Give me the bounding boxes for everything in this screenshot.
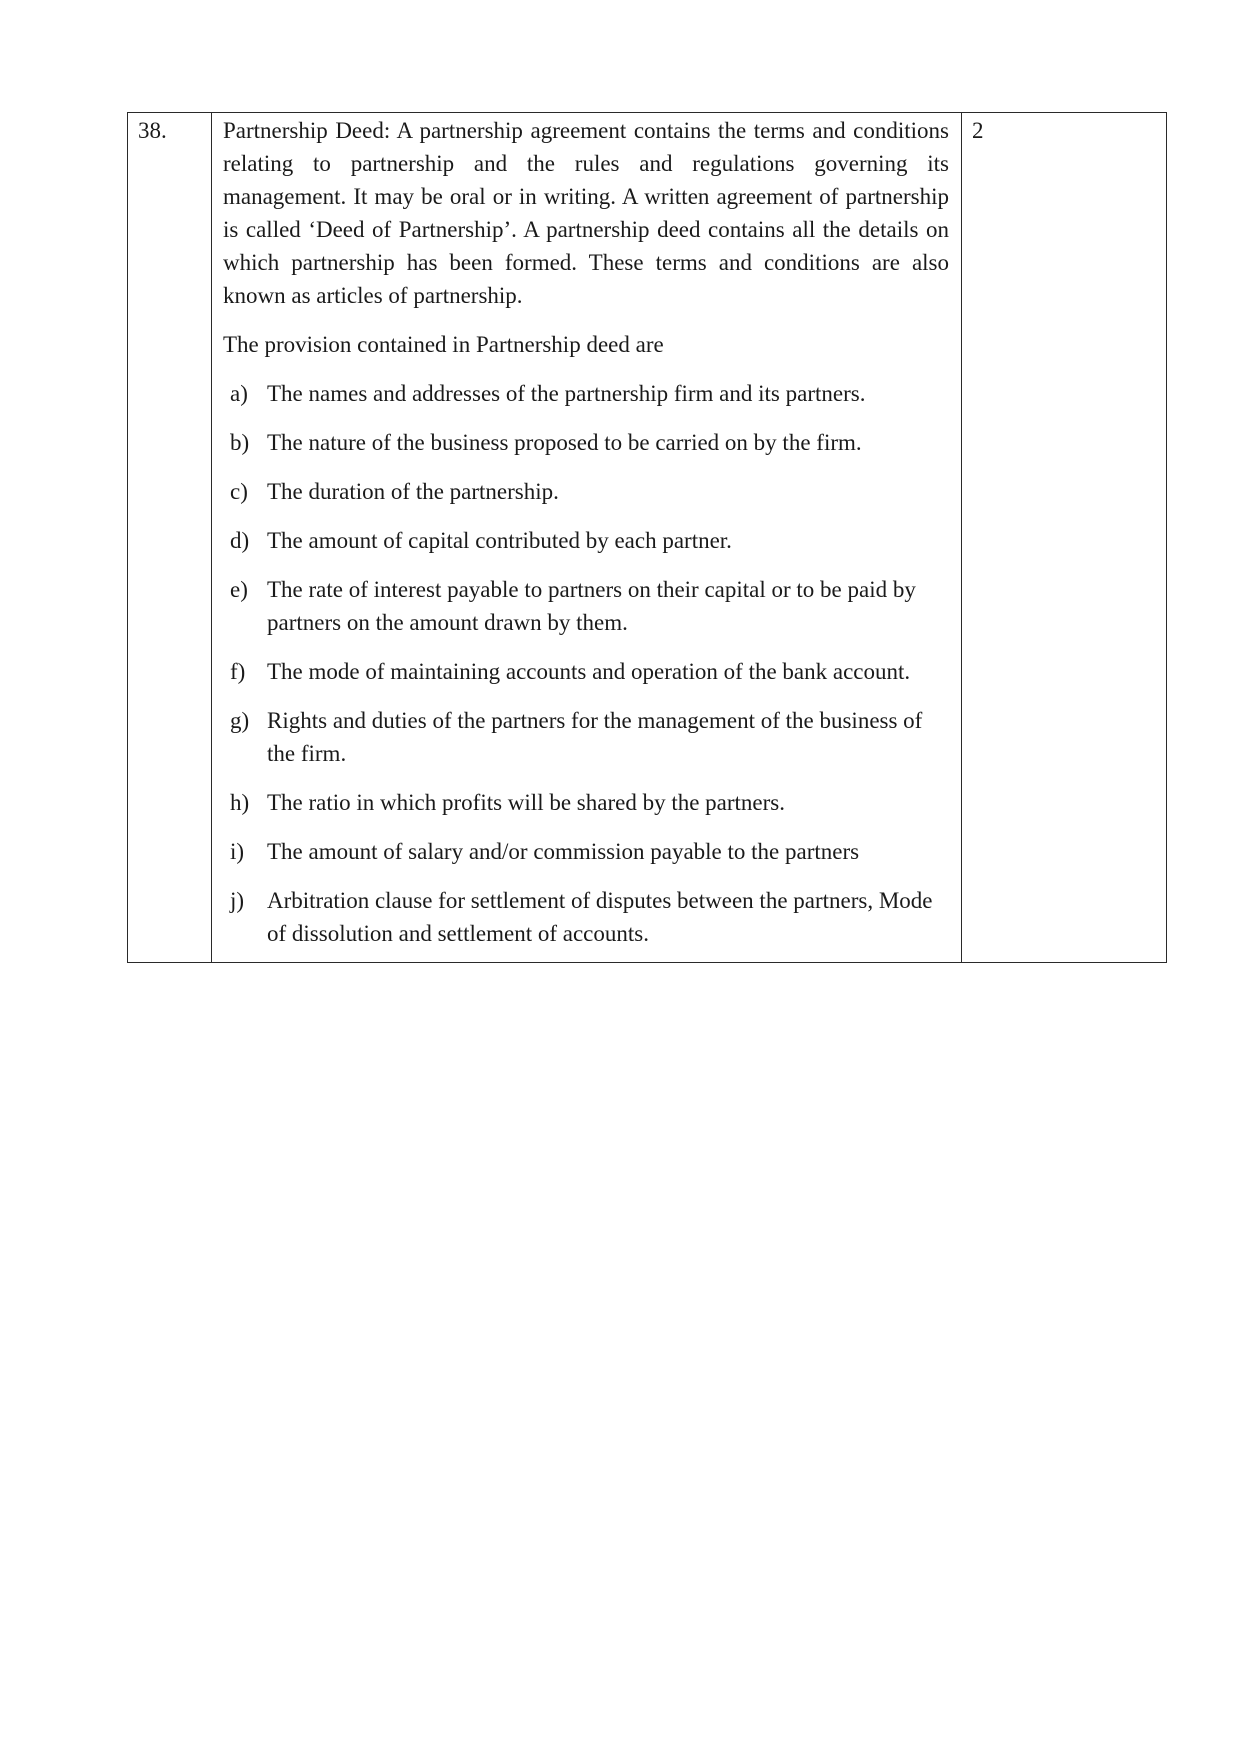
list-item-text: Arbitration clause for settlement of disputes between the partners, Mode of dissolution and settlement of accounts. [267, 888, 933, 946]
list-marker: e) [230, 577, 248, 602]
list-item-text: The rate of interest payable to partners on their capital or to be paid by partners on the amount drawn by them. [267, 577, 916, 635]
list-marker: j) [230, 888, 245, 913]
question-row [128, 113, 1167, 963]
question-number: 38. [128, 113, 212, 963]
list-marker: a) [230, 381, 248, 406]
list-item-text: Rights and duties of the partners for the management of the business of the firm. [267, 708, 923, 766]
list-item [223, 704, 949, 770]
list-item [223, 524, 949, 557]
list-item [223, 426, 949, 459]
list-item [223, 573, 949, 639]
list-marker: h) [230, 790, 250, 815]
list-item-text: The amount of salary and/or commission payable to the partners [267, 839, 860, 864]
list-marker: d) [230, 528, 250, 553]
list-marker: c) [230, 479, 248, 504]
definition-paragraph: Partnership Deed: A partnership agreement contains the terms and conditions relating to partnership and the rules and regulations governing its management. It may be oral or in writing. A written agreement of partnership is called ‘Deed of Partnership’. A partnership deed contains all the details on which partnership has been formed. These terms and conditions are also known as articles of partnership. [223, 118, 949, 308]
list-item-text: The ratio in which profits will be shared by the partners. [267, 790, 785, 815]
answer-cell [212, 113, 962, 963]
list-item [223, 786, 949, 819]
list-item [223, 884, 949, 950]
list-item [223, 835, 949, 868]
list-item-text: The mode of maintaining accounts and operation of the bank account. [267, 659, 911, 684]
provisions-lead-in: The provision contained in Partnership deed are [223, 332, 664, 357]
list-item-text: The nature of the business proposed to be carried on by the firm. [267, 430, 862, 455]
list-item-text: The names and addresses of the partnership firm and its partners. [267, 381, 866, 406]
list-item-text: The amount of capital contributed by each partner. [267, 528, 732, 553]
list-marker: f) [230, 659, 246, 684]
list-marker: g) [230, 708, 250, 733]
answer-table [127, 112, 1167, 963]
provisions-list [223, 377, 949, 950]
list-marker: i) [230, 839, 245, 864]
list-item-text: The duration of the partnership. [267, 479, 559, 504]
list-item [223, 377, 949, 410]
list-item [223, 475, 949, 508]
list-item [223, 655, 949, 688]
list-marker: b) [230, 430, 250, 455]
marks-value: 2 [962, 113, 1167, 963]
